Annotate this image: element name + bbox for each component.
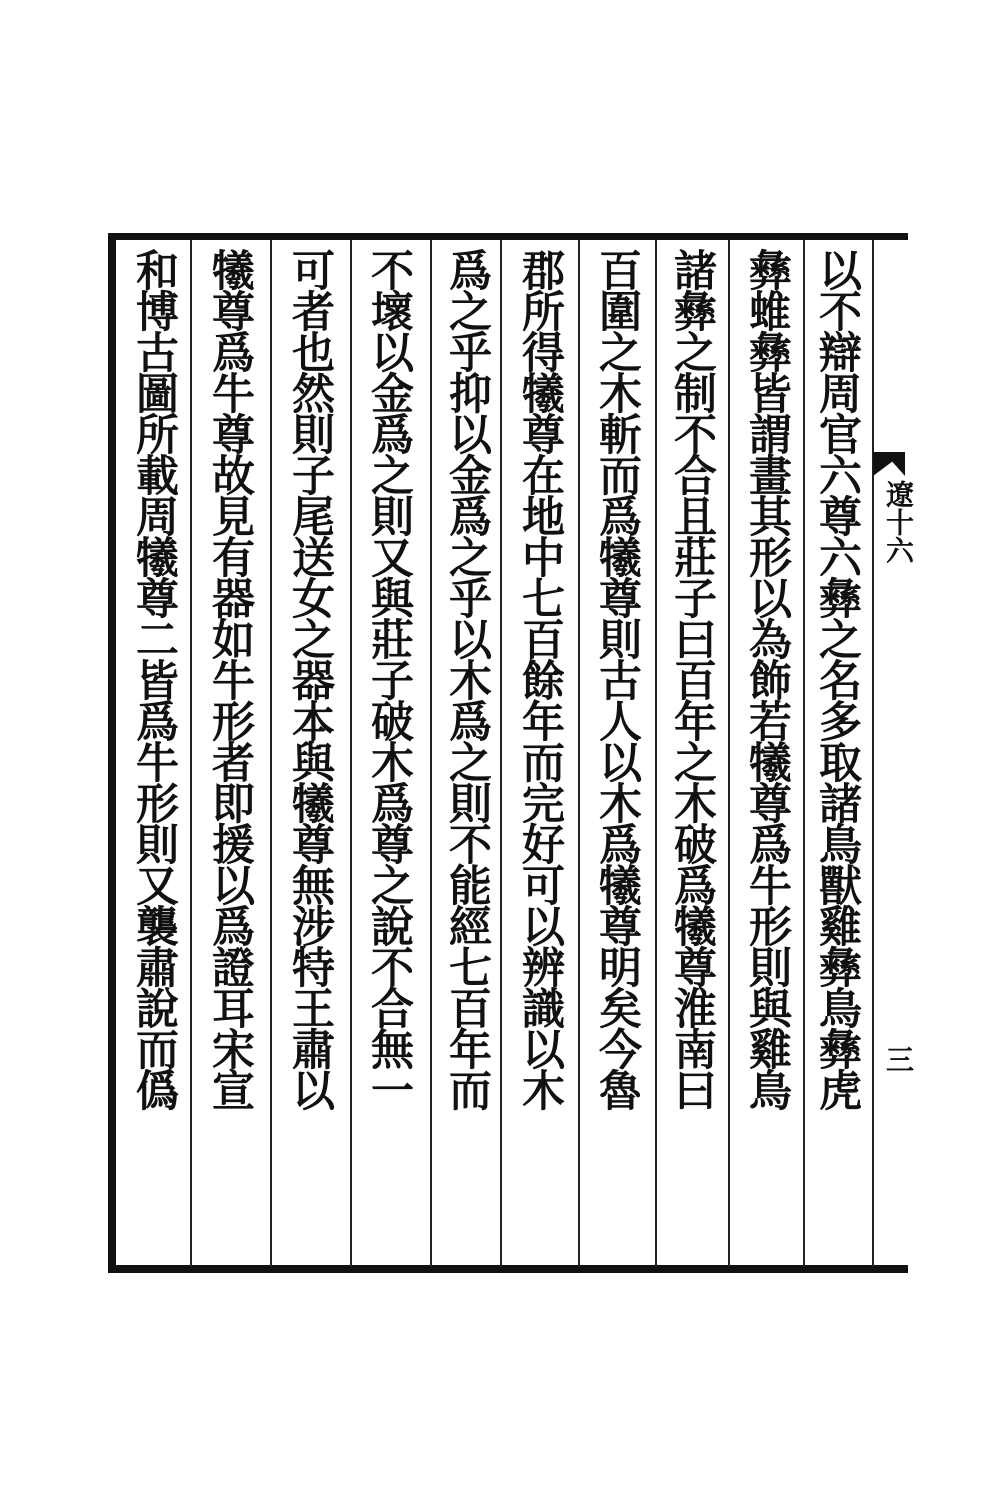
column-rule [190, 240, 192, 1267]
text-column-7 [357, 248, 421, 1263]
column-rule [430, 240, 432, 1267]
column-text: 諸彝之制不合且莊子曰百年之木破爲犧尊淮南曰 [667, 248, 717, 1109]
column-rule [270, 240, 272, 1267]
text-column-6 [435, 248, 499, 1263]
text-column-8 [278, 248, 342, 1263]
text-column-10 [122, 248, 186, 1263]
text-column-2 [735, 248, 799, 1263]
column-text: 彝蜼彝皆謂畫其形以為飾若犧尊爲牛形則與雞鳥 [742, 248, 792, 1109]
column-text: 可者也然則子尾送女之器本與犧尊無涉特王肅以 [285, 248, 335, 1109]
column-rule [655, 240, 657, 1267]
column-text: 百圍之木斬而爲犧尊則古人以木爲犧尊明矣今魯 [592, 248, 642, 1109]
column-text: 不壞以金爲之則又與莊子破木爲尊之說不合無一 [364, 248, 414, 1109]
text-column-3 [660, 248, 724, 1263]
column-rule [350, 240, 352, 1267]
text-column-9 [198, 248, 262, 1263]
column-text: 犧尊爲牛尊故見有器如牛形者即援以爲證耳宋宣 [205, 248, 255, 1109]
column-text: 以不辯周官六尊六彝之名多取諸鳥獸雞彝鳥彝虎 [812, 248, 862, 1109]
text-column-1 [805, 248, 869, 1263]
text-column-4 [585, 248, 649, 1263]
fore-edge-strip [873, 240, 908, 1267]
margin-label: 遼十六 [882, 480, 915, 564]
text-column-5 [508, 248, 572, 1263]
column-text: 爲之乎抑以金爲之乎以木爲之則不能經七百年而 [442, 248, 492, 1109]
page-number: 三 [882, 1045, 915, 1073]
column-rule [500, 240, 502, 1267]
column-rule [578, 240, 580, 1267]
column-text: 和博古圖所載周犧尊二皆爲牛形則又襲肅說而僞 [129, 248, 179, 1109]
column-rule [728, 240, 730, 1267]
column-text: 郡所得犧尊在地中七百餘年而完好可以辨識以木 [515, 248, 565, 1109]
